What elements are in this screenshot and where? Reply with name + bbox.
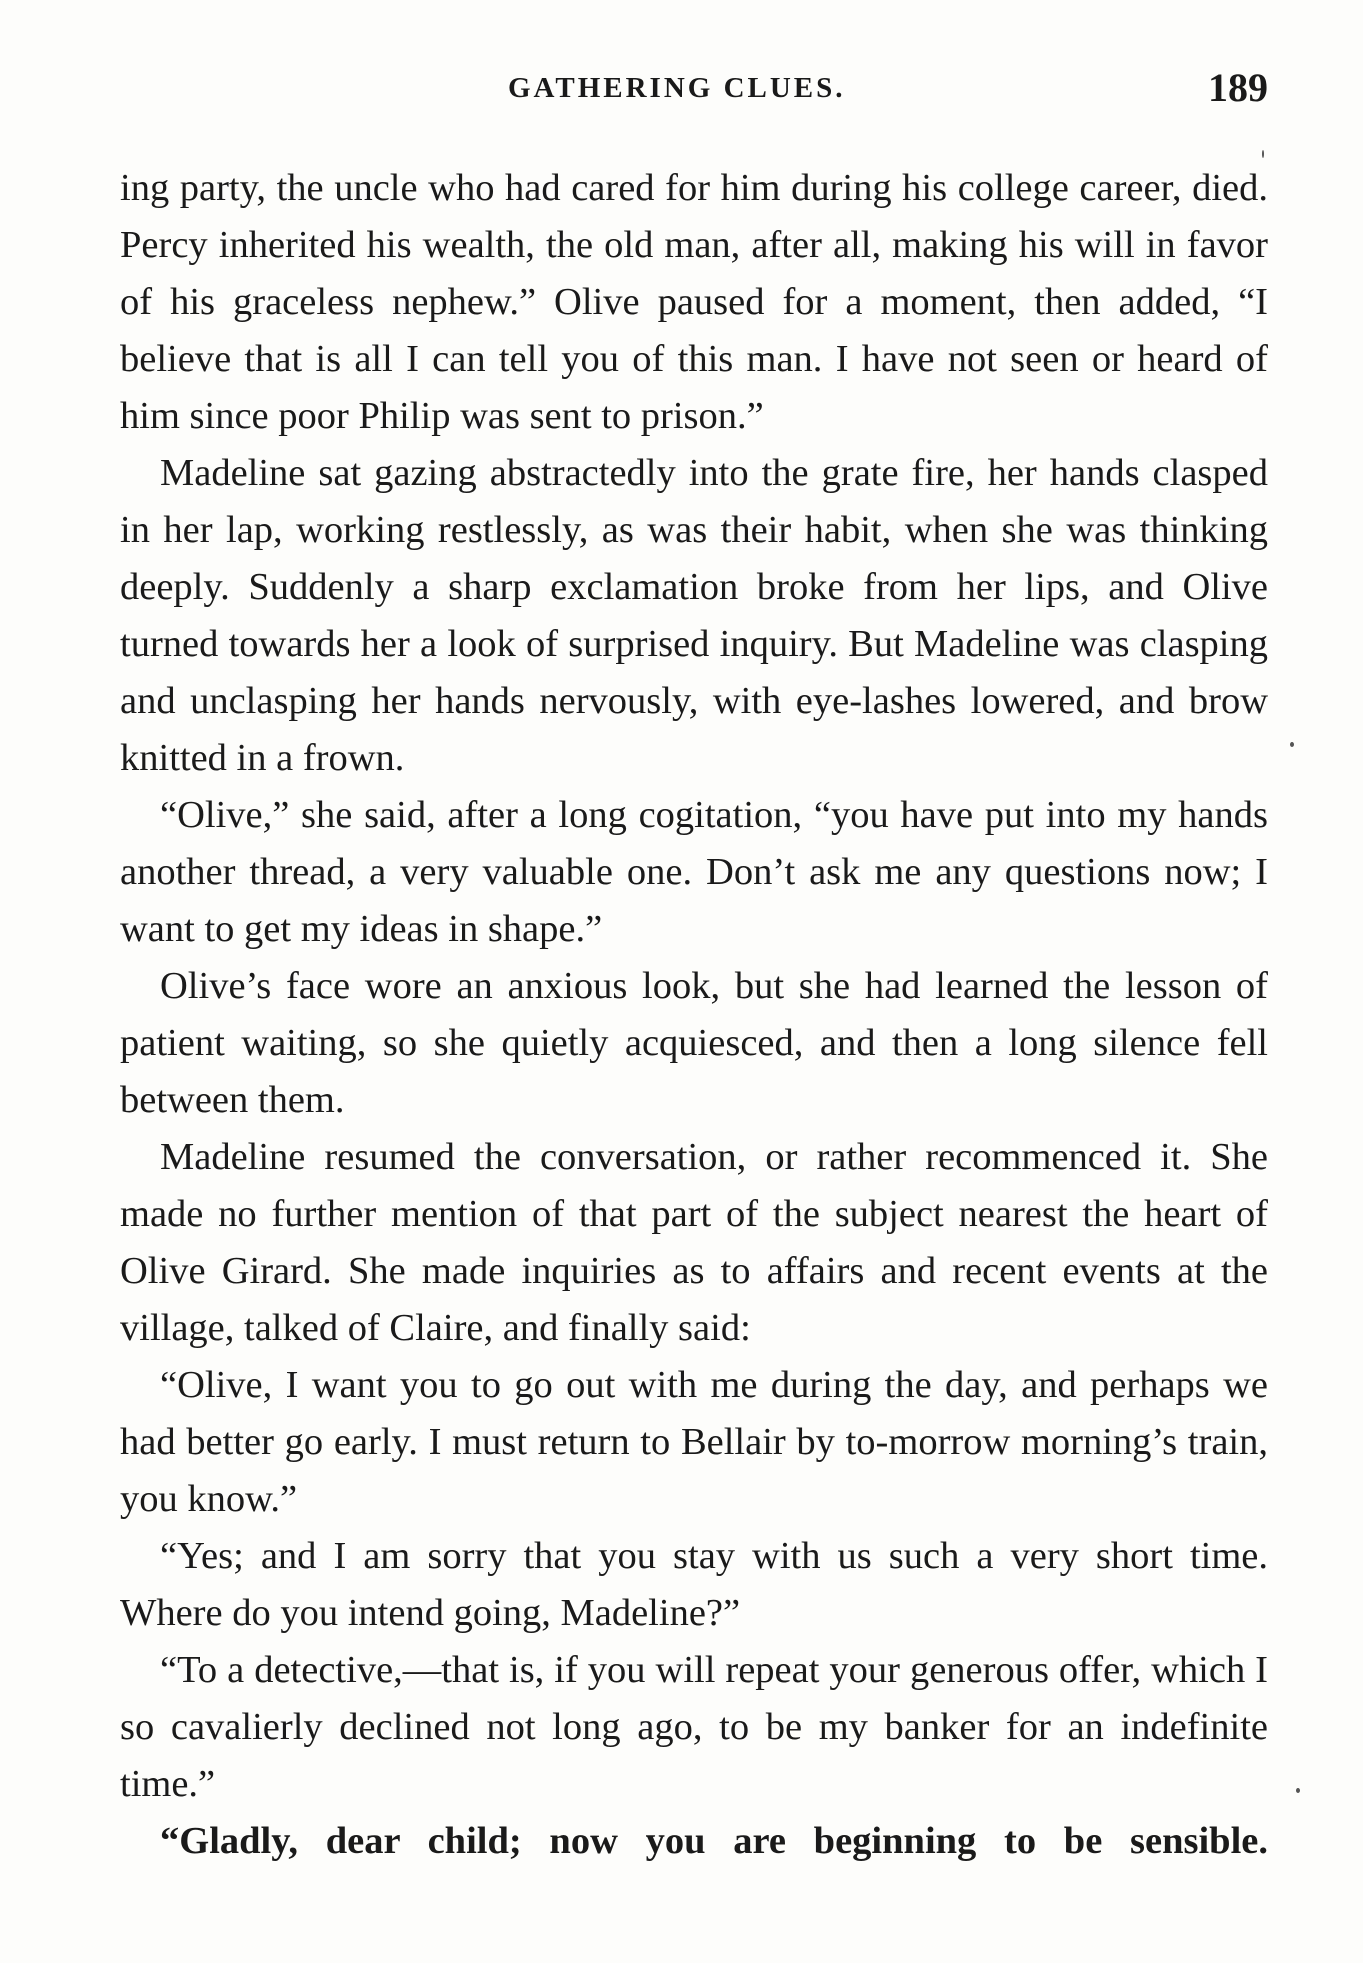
paragraph-final-line: “Gladly, dear child; now you are beginning to be sensible. bbox=[160, 1820, 1268, 1862]
paragraph: Madeline resumed the conversation, or rather recommenced it. She made no further mention of that part of the subject nearest the heart of Olive Girard. She made inquiries as to affairs and recent events at the village, talked of Claire, and finally said: bbox=[120, 1136, 1268, 1349]
paragraph: “To a detective,—that is, if you will repeat your generous offer, which I so cavalierly declined not long ago, to be my banker for an indefinite time.” bbox=[120, 1649, 1268, 1805]
paragraph: Madeline sat gazing abstractedly into the grate fire, her hands clasped in her lap, working restlessly, as was their habit, when she was thinking deeply. Suddenly a sharp exclamation broke from her lips, and Olive turned towards her a look of surprised inquiry. But Madeline was clasping and unclasping her hands nervously, with eye-lashes lowered, and brow knitted in a frown. bbox=[120, 452, 1268, 779]
paragraph: Olive’s face wore an anxious look, but she had learned the lesson of patient waiting, so she quietly acquiesced, and then a long silence fell between them. bbox=[120, 965, 1268, 1121]
print-speck bbox=[1262, 150, 1264, 158]
paragraph: “Yes; and I am sorry that you stay with us such a very short time. Where do you intend going, Madeline?” bbox=[120, 1535, 1268, 1634]
paragraph: “Olive, I want you to go out with me during the day, and perhaps we had better go early. I must return to Bellair by to-morrow morning’s train, you know.” bbox=[120, 1364, 1268, 1520]
paragraph: “Olive,” she said, after a long cogitation, “you have put into my hands another thread, a very valuable one. Don’t ask me any questions now; I want to get my ideas in shape.” bbox=[120, 794, 1268, 950]
page-header bbox=[120, 64, 1268, 124]
running-title: GATHERING CLUES. bbox=[508, 72, 846, 104]
print-speck bbox=[1296, 1788, 1300, 1793]
paragraph-continuation: ing party, the uncle who had cared for him during his college career, died. Percy inherited his wealth, the old man, after all, making his will in favor of his graceless nephew.” Olive paused for a moment, then added, “I believe that is all I can tell you of this man. I have not seen or heard of him since poor Philip was sent to prison.” bbox=[120, 167, 1268, 437]
page-number: 189 bbox=[1208, 65, 1268, 110]
body-text bbox=[120, 160, 1268, 1870]
print-speck bbox=[1290, 742, 1294, 747]
